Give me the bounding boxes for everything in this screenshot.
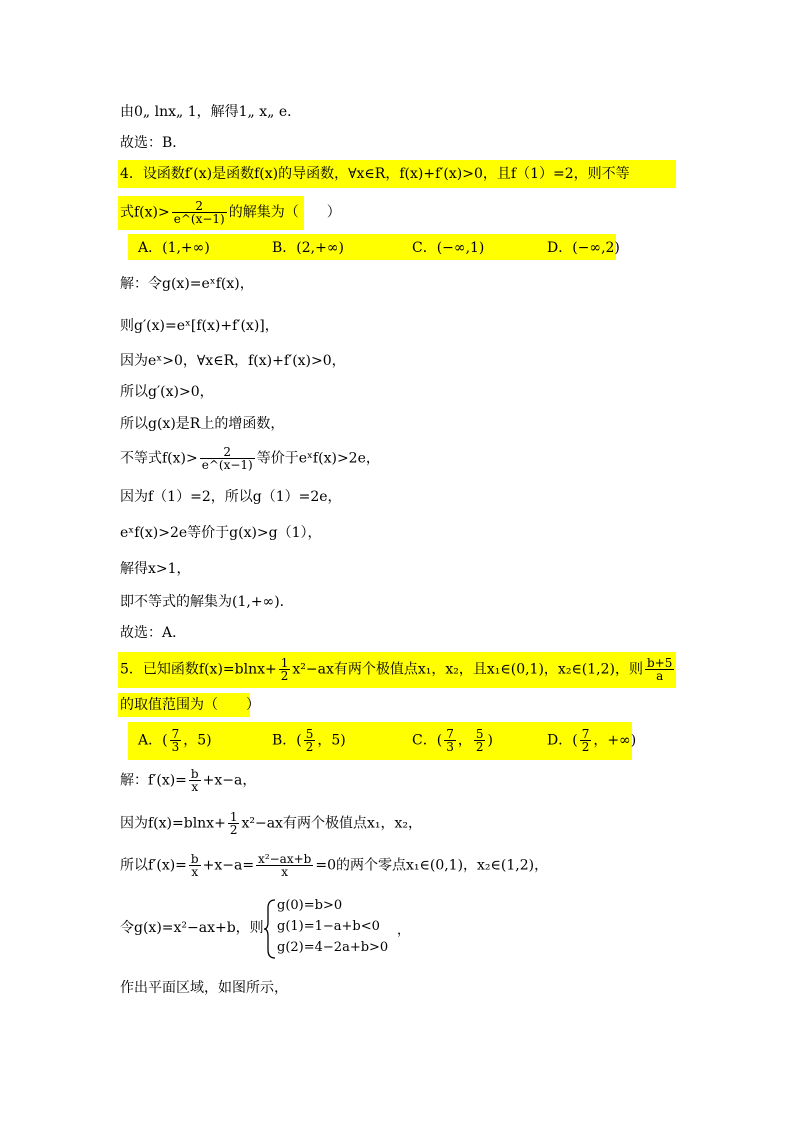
fraction	[172, 200, 227, 225]
fraction-numerator: 7	[171, 727, 180, 741]
solution-line: 即不等式的解集为(1,+∞)．	[120, 594, 294, 610]
system-line: g(1)=1−a+b<0	[277, 919, 380, 934]
fraction-denominator: e^(x−1)	[201, 458, 253, 472]
solution-line: 因为f（1）=2，所以g（1）=2e，	[120, 489, 342, 505]
text-line: 由0„ lnx„ 1，解得1„ x„ e．	[120, 104, 302, 120]
system-comma: ，	[397, 923, 411, 938]
text-span: A．(	[138, 732, 168, 749]
fraction	[279, 657, 291, 682]
text-span: ，5)	[183, 732, 212, 749]
option-d	[547, 728, 636, 753]
text-span: x²−ax有两个极值点x₁，x₂，且x₁∈(0,1)，x₂∈(1,2)，则	[292, 661, 643, 678]
text-span: x²−ax有两个极值点x₁，x₂，	[241, 815, 422, 832]
text-span: ，5)	[317, 732, 346, 749]
fraction-denominator: 3	[171, 740, 180, 754]
text-span: 所以f′(x)=	[120, 857, 187, 874]
text-span: ，	[457, 732, 472, 749]
fraction-numerator: 7	[581, 727, 590, 741]
fraction-numerator: 1	[280, 656, 289, 670]
fraction-numerator: 5	[475, 727, 484, 741]
fraction-denominator: a	[645, 669, 674, 682]
left-brace-icon	[263, 898, 277, 960]
solution-line	[120, 768, 256, 793]
option-b: B．(2,+∞)	[272, 240, 344, 256]
solution-line: 所以g(x)是R上的增函数，	[120, 416, 285, 432]
solution-line: 所以g′(x)>0，	[120, 384, 214, 400]
fraction	[444, 728, 456, 753]
fraction-numerator: 7	[446, 727, 454, 741]
solution-line: 令g(x)=x²−ax+b，则	[120, 920, 264, 936]
solution-line	[120, 853, 548, 878]
fraction-denominator: 3	[446, 740, 454, 754]
text-span: B．(	[272, 732, 302, 749]
question-4-stem: 4．设函数f′(x)是函数f(x)的导函数，∀x∈R，f(x)+f′(x)>0，且f（1）=2，则不等	[120, 166, 630, 182]
system-line: g(2)=4−2a+b>0	[277, 940, 389, 955]
fraction-numerator: 1	[229, 810, 238, 824]
solution-line: 解得x>1，	[120, 561, 191, 577]
fraction	[228, 811, 240, 836]
text-span: +x−a=	[202, 857, 255, 874]
fraction-numerator: 5	[305, 727, 314, 741]
text-span: D．(	[547, 732, 578, 749]
fraction-denominator: 2	[581, 740, 590, 754]
fraction-denominator: 2	[305, 740, 314, 754]
question-4-stem-cont	[120, 200, 341, 225]
text-span: C．(	[412, 732, 443, 749]
option-c	[412, 728, 493, 753]
fraction	[474, 728, 486, 753]
fraction-denominator: 2	[229, 823, 238, 837]
text-line: 故选：B．	[120, 135, 187, 151]
fraction	[256, 853, 313, 878]
fraction-denominator: x	[189, 780, 201, 793]
text-span: 等价于eˣf(x)>2e，	[256, 450, 380, 467]
fraction	[645, 657, 674, 682]
solution-line: 因为eˣ>0，∀x∈R，f(x)+f′(x)>0，	[120, 353, 346, 369]
text-span: =0的两个零点x₁∈(0,1)，x₂∈(1,2)，	[315, 857, 549, 874]
fraction-numerator: b	[190, 767, 199, 781]
question-5-stem	[120, 657, 676, 682]
option-c: C．(−∞,1)	[412, 240, 485, 256]
fraction	[304, 728, 316, 753]
solution-line	[120, 446, 380, 471]
text-span: 因为f(x)=blnx+	[120, 815, 226, 832]
fraction	[189, 768, 201, 793]
fraction-denominator: 2	[475, 740, 484, 754]
fraction-numerator: x²−ax+b	[258, 852, 312, 866]
fraction-numerator: b	[190, 852, 199, 866]
fraction-denominator: x	[256, 865, 313, 878]
fraction-numerator: 2	[223, 445, 232, 459]
solution-line: eˣf(x)>2e等价于g(x)>g（1），	[120, 525, 322, 541]
option-d: D．(−∞,2)	[547, 240, 620, 256]
fraction-denominator: x	[189, 865, 201, 878]
fraction	[580, 728, 592, 753]
question-5-stem-cont: 的取值范围为（ ）	[120, 697, 260, 713]
solution-line: 则g′(x)=eˣ[f(x)+f′(x)]，	[120, 318, 279, 334]
fraction-numerator: 2	[195, 199, 204, 213]
fraction	[170, 728, 182, 753]
fraction-denominator: 2	[280, 669, 289, 683]
text-span: 不等式f(x)>	[120, 450, 198, 467]
solution-line	[120, 811, 422, 836]
option-b	[272, 728, 346, 753]
text-span: 5．已知函数f(x)=blnx+	[120, 661, 277, 678]
text-span: 式f(x)>	[120, 204, 170, 221]
solution-line: 故选：A．	[120, 625, 187, 641]
text-span: +x−a，	[202, 772, 257, 789]
fraction	[189, 853, 201, 878]
solution-line: 解：令g(x)=eˣf(x)，	[120, 276, 254, 292]
text-span: )	[487, 732, 493, 749]
option-a: A．(1,+∞)	[138, 240, 210, 256]
solution-line: 作出平面区域，如图所示，	[120, 980, 288, 996]
text-span: 的解集为（ ）	[228, 204, 341, 221]
fraction-numerator: b+5	[647, 656, 673, 670]
fraction-denominator: e^(x−1)	[173, 212, 225, 226]
option-a	[138, 728, 212, 753]
system-line: g(0)=b>0	[277, 898, 343, 913]
text-span: 解：f′(x)=	[120, 772, 187, 789]
text-span: ，+∞)	[593, 732, 637, 749]
fraction	[200, 446, 255, 471]
